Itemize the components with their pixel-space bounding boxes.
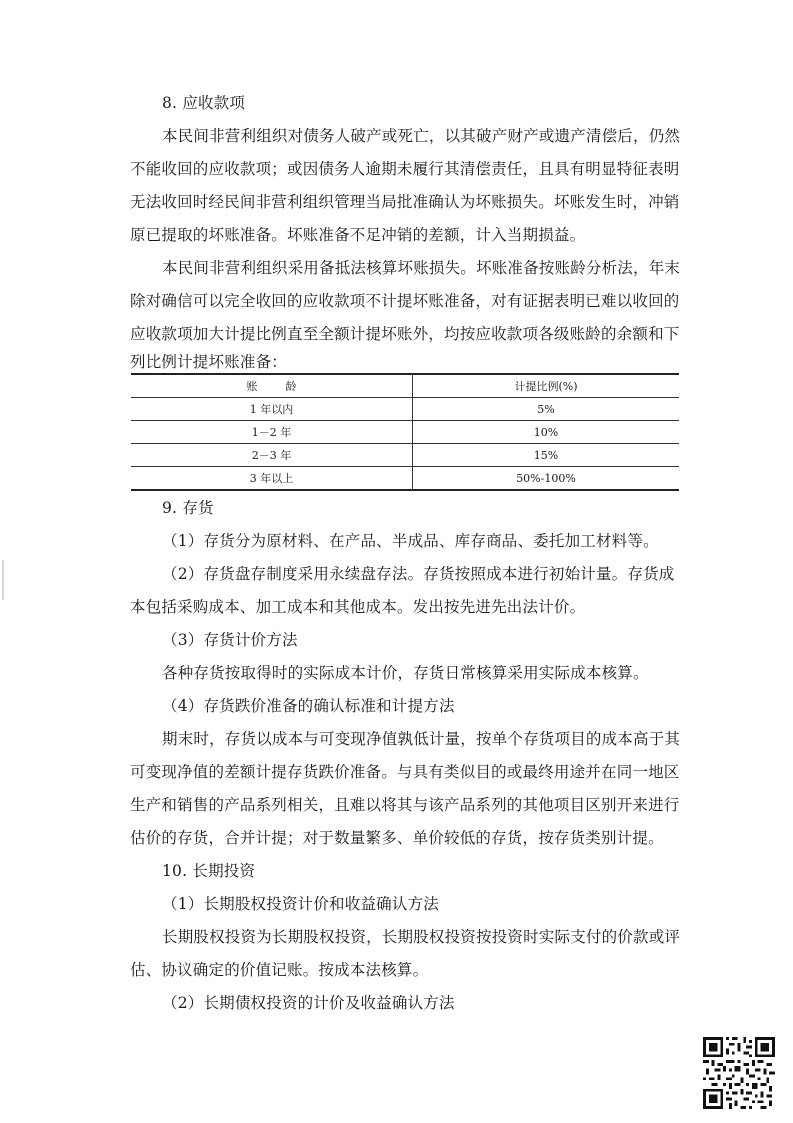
paragraph-line: 列比例计提坏账准备： <box>130 353 288 371</box>
paragraph-line: 生产和销售的产品系列相关，且难以将其与该产品系列的其他项目区别开来进行 <box>130 796 680 814</box>
table-cell-ratio: 10% <box>413 421 680 444</box>
paragraph-line: 除对确信可以完全收回的应收款项不计提坏账准备，对有证据表明已难以收回的 <box>130 292 680 310</box>
inventory-item-4: （4）存货跌价准备的确认标准和计提方法 <box>162 697 455 715</box>
qr-code-icon <box>703 1037 775 1109</box>
paragraph-line: 本包括采购成本、加工成本和其他成本。发出按先进先出法计价。 <box>130 598 586 616</box>
section-heading-inventory: 9. 存货 <box>162 499 214 517</box>
paragraph-line: 不能收回的应收款项；或因债务人逾期未履行其清偿责任，且具有明显特征表明 <box>130 160 680 178</box>
scan-edge-mark <box>2 560 4 600</box>
table-cell-ratio: 5% <box>413 398 680 421</box>
table-header-row <box>131 374 679 398</box>
table-cell-ratio: 50%-100% <box>413 467 680 491</box>
paragraph-line: 应收款项加大计提比例直至全额计提坏账外，均按应收款项各级账龄的余额和下 <box>130 325 680 343</box>
inventory-item-1: （1）存货分为原材料、在产品、半成品、库存商品、委托加工材料等。 <box>162 532 659 550</box>
table-row <box>131 421 679 444</box>
paragraph-line: 无法收回时经民间非营利组织管理当局批准确认为坏账损失。坏账发生时，冲销 <box>130 193 680 211</box>
table-cell-aging: 3 年以上 <box>131 467 413 491</box>
investment-item-1: （1）长期股权投资计价和收益确认方法 <box>162 895 439 913</box>
column-header-aging: 账 龄 <box>131 374 413 398</box>
section-heading-receivables: 8. 应收款项 <box>162 94 246 112</box>
paragraph-line: 各种存货按取得时的实际成本计价，存货日常核算采用实际成本核算。 <box>162 664 649 682</box>
table-cell-aging: 1 年以内 <box>131 398 413 421</box>
table-row <box>131 398 679 421</box>
table-cell-aging: 2－3 年 <box>131 444 413 467</box>
paragraph-line: 原已提取的坏账准备。坏账准备不足冲销的差额，计入当期损益。 <box>130 226 586 244</box>
paragraph-line: 可变现净值的差额计提存货跌价准备。与具有类似目的或最终用途并在同一地区 <box>130 763 680 781</box>
paragraph-line: 长期股权投资为长期股权投资，长期股权投资按投资时实际支付的价款或评 <box>162 928 681 946</box>
table-row <box>131 444 679 467</box>
paragraph-line: 期末时，存货以成本与可变现净值孰低计量，按单个存货项目的成本高于其 <box>162 730 681 748</box>
bad-debt-aging-table <box>131 373 679 491</box>
table-cell-aging: 1－2 年 <box>131 421 413 444</box>
section-heading-investment: 10. 长期投资 <box>162 862 256 880</box>
paragraph-line: 本民间非营利组织采用备抵法核算坏账损失。坏账准备按账龄分析法，年末 <box>162 259 681 277</box>
table-row <box>131 467 679 491</box>
paragraph-line: 估、协议确定的价值记账。按成本法核算。 <box>130 961 429 979</box>
inventory-item-3: （3）存货计价方法 <box>162 631 298 649</box>
column-header-ratio: 计提比例(%) <box>413 374 680 398</box>
table-cell-ratio: 15% <box>413 444 680 467</box>
paragraph-line: 估价的存货，合并计提；对于数量繁多、单价较低的存货，按存货类别计提。 <box>130 829 664 847</box>
paragraph-line: 本民间非营利组织对债务人破产或死亡，以其破产财产或遗产清偿后，仍然 <box>162 127 681 145</box>
investment-item-2: （2）长期债权投资的计价及收益确认方法 <box>162 994 455 1012</box>
paragraph-line: （2）存货盘存制度采用永续盘存法。存货按照成本进行初始计量。存货成 <box>162 565 675 583</box>
